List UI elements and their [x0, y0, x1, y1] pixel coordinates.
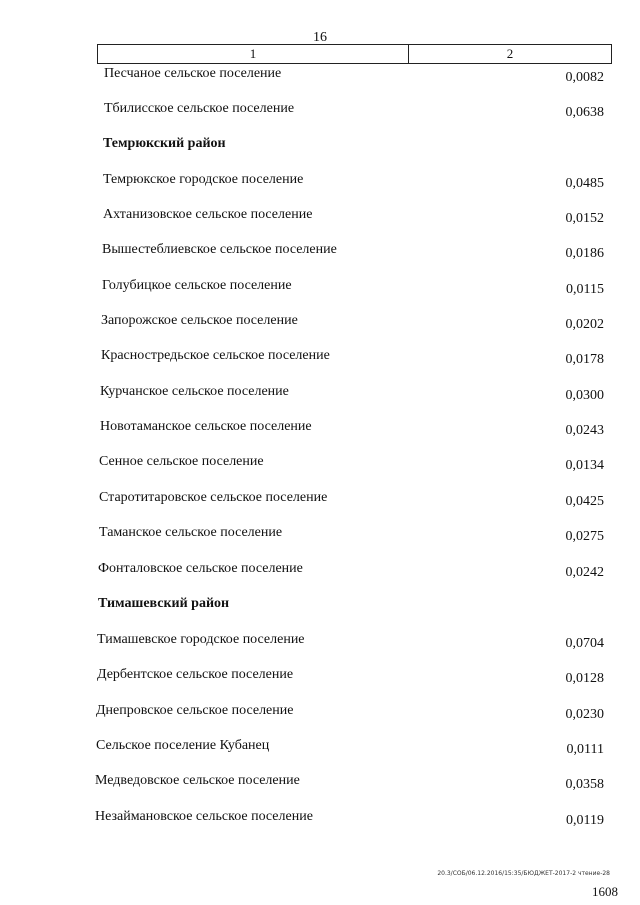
table-row [0, 66, 640, 86]
settlement-name: Курчанское сельское поселение [100, 384, 289, 399]
settlement-name: Новотаманское сельское поселение [100, 419, 312, 434]
table-row [0, 101, 640, 121]
settlement-value: 0,0230 [565, 707, 604, 722]
table-row [0, 738, 640, 758]
settlement-name: Голубицкое сельское поселение [102, 278, 292, 293]
settlement-name: Песчаное сельское поселение [104, 66, 282, 81]
table-row [0, 313, 640, 333]
settlement-value: 0,0119 [566, 813, 604, 828]
settlement-value: 0,0115 [566, 282, 604, 297]
table-row [0, 242, 640, 262]
table-header [97, 44, 612, 64]
settlement-value: 0,0128 [565, 671, 604, 686]
settlement-name: Запорожское сельское поселение [101, 313, 298, 328]
table-row [0, 561, 640, 581]
settlement-value: 0,0242 [565, 565, 604, 580]
settlement-value: 0,0425 [565, 494, 604, 509]
table-row [0, 419, 640, 439]
settlement-value: 0,0300 [565, 388, 604, 403]
table-row [0, 348, 640, 368]
district-heading [0, 136, 640, 156]
document-code: 20.3/СОБ/06.12.2016/15:35/БЮДЖЕТ-2017-2 чтение-28 [437, 870, 610, 877]
table-row [0, 773, 640, 793]
district-name: Тимашевский район [98, 596, 230, 611]
settlement-name: Тбилисское сельское поселение [104, 101, 295, 116]
table-row [0, 384, 640, 404]
table-row [0, 454, 640, 474]
settlement-value: 0,0243 [565, 423, 604, 438]
sheet-number: 1608 [592, 884, 618, 899]
settlement-name: Сенное сельское поселение [99, 454, 264, 469]
settlement-value: 0,0275 [565, 529, 604, 544]
settlement-name: Медведовское сельское поселение [95, 773, 300, 788]
district-heading [0, 596, 640, 616]
settlement-name: Днепровское сельское поселение [96, 703, 294, 718]
settlement-value: 0,0152 [565, 211, 604, 226]
settlement-name: Тимашевское городское поселение [97, 632, 305, 647]
header-col-1: 1 [98, 45, 409, 63]
header-col-2: 2 [506, 46, 514, 61]
settlement-value: 0,0082 [565, 70, 604, 85]
settlement-name: Ахтанизовское сельское поселение [103, 207, 313, 222]
settlement-name: Незаймановское сельское поселение [95, 809, 313, 824]
settlement-value: 0,0186 [565, 246, 604, 261]
table-row [0, 632, 640, 652]
table-row [0, 703, 640, 723]
table-row [0, 809, 640, 829]
settlement-name: Таманское сельское поселение [99, 525, 283, 540]
district-name: Темрюкский район [103, 136, 226, 151]
settlement-name: Старотитаровское сельское поселение [99, 490, 328, 505]
table-row [0, 278, 640, 298]
settlement-value: 0,0134 [565, 458, 604, 473]
settlement-value: 0,0202 [565, 317, 604, 332]
settlement-value: 0,0704 [565, 636, 604, 651]
table-row [0, 172, 640, 192]
settlement-name: Темрюкское городское поселение [103, 172, 304, 187]
table-row [0, 667, 640, 687]
table-row [0, 525, 640, 545]
settlement-value: 0,0178 [565, 352, 604, 367]
settlement-name: Фонталовское сельское поселение [98, 561, 303, 576]
page-number: 16 [313, 30, 327, 45]
settlement-name: Красностредьское сельское поселение [101, 348, 330, 363]
settlement-value: 0,0485 [565, 176, 604, 191]
settlement-name: Вышестеблиевское сельское поселение [102, 242, 337, 257]
table-row [0, 207, 640, 227]
settlement-name: Сельское поселение Кубанец [96, 738, 270, 753]
settlement-name: Дербентское сельское поселение [97, 667, 294, 682]
settlement-value: 0,0358 [565, 777, 604, 792]
settlement-value: 0,0638 [565, 105, 604, 120]
table-row [0, 490, 640, 510]
settlement-value: 0,0111 [566, 742, 604, 757]
